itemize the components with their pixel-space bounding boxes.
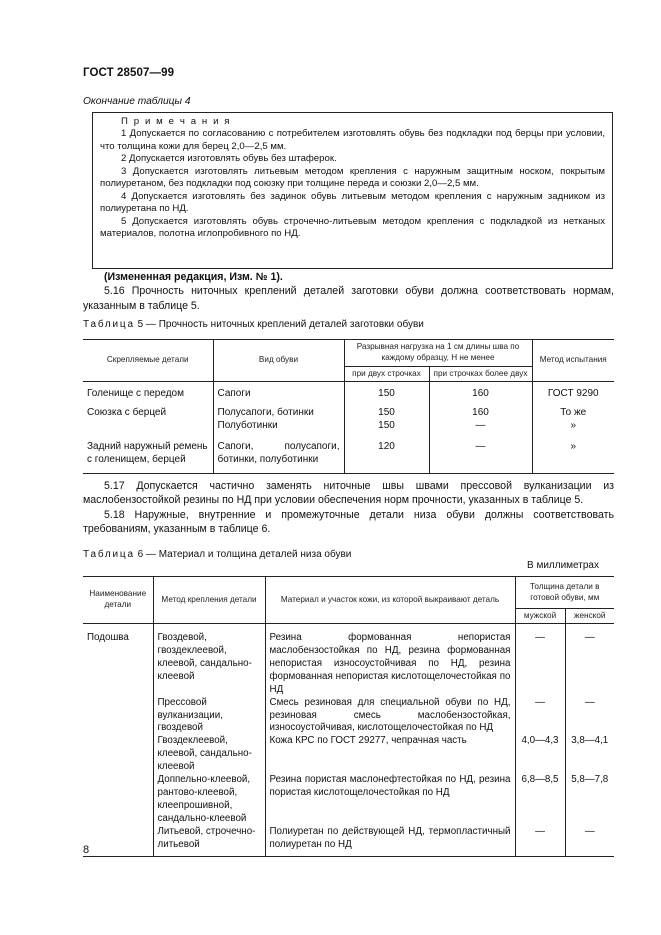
- t6-header-men: мужской: [515, 609, 565, 624]
- t6-method: Гвоздевой, гвоздеклеевой, клеевой, сандально-клеевой: [153, 624, 265, 697]
- t6-part: Подошва: [87, 632, 129, 643]
- t5-header-type: Вид обуви: [213, 340, 344, 382]
- t5-two: 150: [378, 419, 395, 431]
- t6-women: 3,8—4,1: [565, 735, 614, 774]
- t6-method: Доппельно-клеевой, рантово-клеевой, клеепрошивной, сандально-клеевой: [153, 774, 265, 826]
- table-row: [83, 382, 614, 402]
- paragraph-5-16: 5.16 Прочность ниточных креплений деталей заготовки обуви должна соответствовать нормам, указанным в таблице 5.: [83, 285, 614, 312]
- t6-men: —: [515, 826, 565, 856]
- t6-women: —: [565, 697, 614, 736]
- t5-more: —: [475, 419, 486, 431]
- t6-material: Смесь резиновая для специальной обуви по НД, резиновая смесь маслобензостойкая, износоустойчивая, кислотощелочестойкая по НД: [265, 697, 515, 736]
- t5-header-method: Метод испытания: [532, 340, 614, 382]
- section-516: [83, 270, 614, 313]
- t6-material: Резина пористая маслонефтестойкая по НД, резина пористая кислотощелочестойкая по НД: [265, 774, 515, 826]
- note-item: 3 Допускается изготовлять литьевым методом крепления с наружным защитным носком, покрытым полиуретаном, без подкладки под союзку при толщине переда и союзки 2,0—2,5 мм.: [100, 165, 605, 190]
- table-row: [83, 826, 614, 856]
- table6-caption: [83, 548, 351, 561]
- t5-two: 120: [344, 440, 429, 474]
- t6-header-material: Материал и участок кожи, из которой выкраивают деталь: [265, 577, 515, 624]
- table-row: [83, 402, 614, 440]
- note-item: 5 Допускается изготовлять обувь строчечно-литьевым методом крепления с подкладкой из нетканых материалов, полотна иглопробивного по НД.: [100, 215, 605, 240]
- table5-caption-label: Таблица: [83, 319, 135, 330]
- t5-more: —: [429, 440, 532, 474]
- t6-material: Полиуретан по действующей НД, термопластичный полиуретан по НД: [265, 826, 515, 856]
- t5-header-more: при строчках более двух: [429, 367, 532, 382]
- t5-parts: Задний наружный ремень с голенищем, берцей: [87, 440, 208, 465]
- t6-men: 6,8—8,5: [515, 774, 565, 826]
- t6-method: Прессовой вулканизации, гвоздевой: [153, 697, 265, 736]
- revision-note: (Измененная редакция, Изм. № 1).: [104, 271, 283, 283]
- table-row: [83, 697, 614, 736]
- t6-header-method: Метод крепления детали: [153, 577, 265, 624]
- document-header: ГОСТ 28507—99: [83, 67, 175, 79]
- t6-header-women: женской: [565, 609, 614, 624]
- t6-women: 5,8—7,8: [565, 774, 614, 826]
- table5-caption-text: 5 — Прочность ниточных креплений деталей заготовки обуви: [137, 319, 424, 330]
- table-row: [83, 735, 614, 774]
- page-number: 8: [83, 844, 90, 856]
- t5-header-parts: Скрепляемые детали: [83, 340, 213, 382]
- table-5: [83, 339, 614, 474]
- t6-men: —: [515, 697, 565, 736]
- t6-men: 4,0—4,3: [515, 735, 565, 774]
- table6-caption-label: Таблица: [83, 549, 135, 560]
- t6-method: Литьевой, строчечно-литьевой: [153, 826, 265, 856]
- table-row: [83, 774, 614, 826]
- t6-header-thickness: Толщина детали в готовой обуви, мм: [515, 577, 614, 609]
- t5-more: 160: [429, 382, 532, 402]
- t5-method: »: [532, 440, 614, 474]
- t5-header-load: Разрывная нагрузка на 1 см длины шва по каждому образцу, Н не менее: [344, 340, 532, 367]
- t5-more-cell: [429, 402, 532, 440]
- t5-parts: Союзка с берцей: [87, 406, 167, 418]
- t5-parts: Голенище с передом: [87, 388, 184, 399]
- t5-method-cell: [532, 402, 614, 440]
- note-item: 1 Допускается по согласованию с потребителем изготовлять обувь без подкладки под берцы при условии, что толщина кожи для берец 2,0—2,5 мм.: [100, 128, 605, 152]
- table-row: [83, 624, 614, 697]
- note-item: 2 Допускается изготовлять обувь без штаферок.: [121, 153, 337, 165]
- t6-women: —: [565, 624, 614, 697]
- table6-unit: В миллиметрах: [527, 560, 599, 571]
- table6-caption-text: 6 — Материал и толщина деталей низа обуви: [137, 549, 352, 560]
- t5-type: Полусапоги, ботинки: [217, 406, 314, 418]
- t5-method: То же: [560, 406, 587, 418]
- t5-method: ГОСТ 9290: [532, 382, 614, 402]
- t5-method: »: [570, 419, 577, 431]
- t5-header-two: при двух строчках: [344, 367, 429, 382]
- paragraph-5-17: 5.17 Допускается частично заменять ниточные швы швами прессовой вулканизации из маслобензостойкой резины по НД при условии обеспечения норм прочности, указанных в таблице 5.: [83, 480, 614, 507]
- t5-type: Сапоги, полусапоги, ботинки, полуботинки: [213, 440, 344, 474]
- t6-men: —: [515, 624, 565, 697]
- t5-two: 150: [378, 406, 395, 418]
- note-item: 4 Допускается изготовлять без задинок обувь литьевым методом крепления с наружным задником из полиуретана по НД.: [100, 190, 605, 215]
- section-517-518: [83, 479, 614, 537]
- table5-caption: [83, 318, 424, 331]
- t5-type: Сапоги: [213, 382, 344, 402]
- table-row: [83, 440, 614, 474]
- notes-title: П р и м е ч а н и я: [121, 116, 232, 127]
- t5-two: 150: [344, 382, 429, 402]
- table-6: [83, 576, 614, 857]
- t5-more: 160: [472, 406, 489, 418]
- paragraph-5-18: 5.18 Наружные, внутренние и промежуточные детали низа обуви должны соответствовать требованиям, указанным в таблице 6.: [83, 508, 614, 536]
- t6-women: —: [565, 826, 614, 856]
- t5-type: Полуботинки: [217, 419, 278, 431]
- t6-material: Резина формованная непористая маслобензостойкая по НД, резина формованная непористая износоустойчивая по НД, резина формованная непористая кислотощелочестойкая по НД: [265, 624, 515, 697]
- t5-type-cell: [213, 402, 344, 440]
- table-end-label: Окончание таблицы 4: [83, 96, 191, 107]
- t5-two-cell: [344, 402, 429, 440]
- t6-method: Гвоздеклеевой, клеевой, сандально-клеевой: [153, 735, 265, 774]
- t6-header-name: Наименование детали: [83, 577, 153, 624]
- t6-material: Кожа КРС по ГОСТ 29277, чепрачная часть: [265, 735, 515, 774]
- notes-box: [92, 112, 613, 269]
